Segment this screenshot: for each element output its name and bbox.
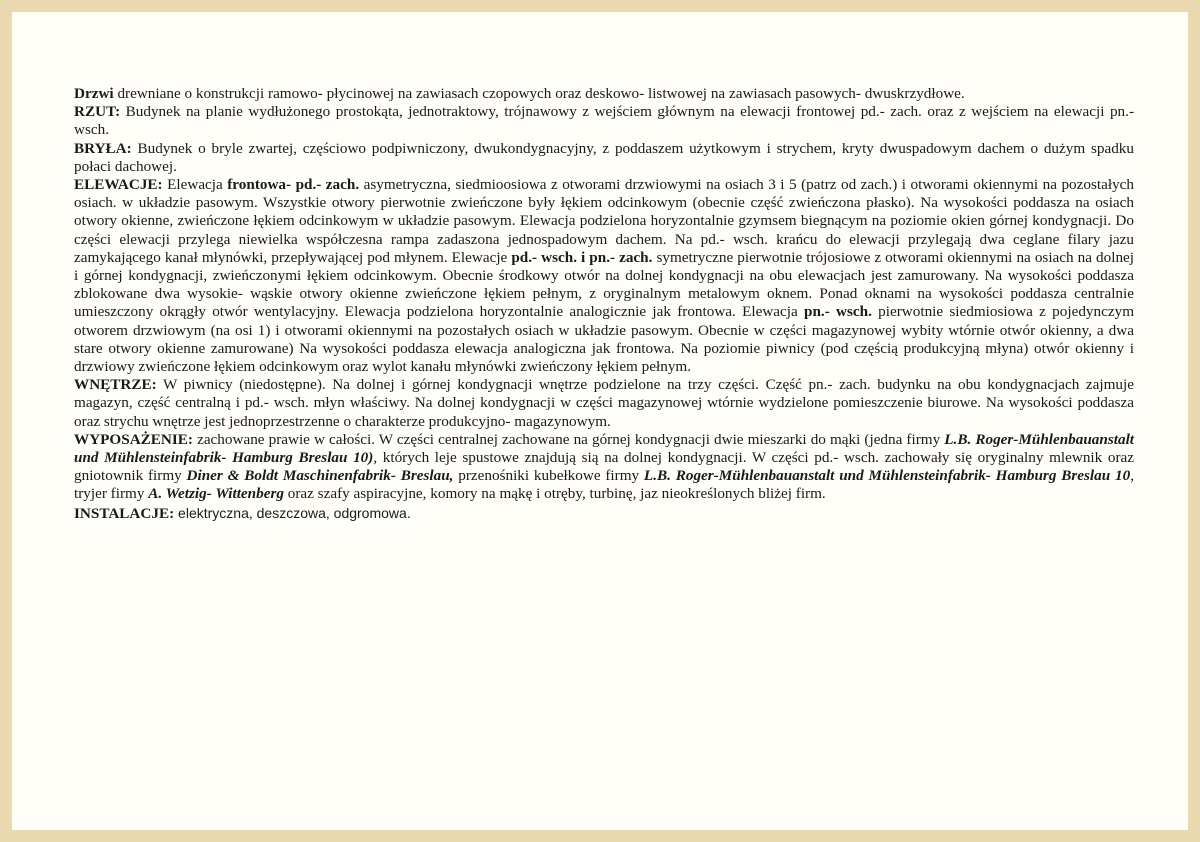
text-span: elektryczna, deszczowa, odgromowa. xyxy=(174,504,411,521)
label-elewacje: ELEWACJE: xyxy=(74,176,163,194)
text-span: W piwnicy (niedostępne). Na dolnej i górnej kondygnacji wnętrze podzielone na trzy części. Część pn.- zach. budynku na obu kondygnacjach zajmuje magazyn, część centralną i pd.- wsch. młyn właściwy. Na dolnej kondygnacji w części magazynowej wtórnie wydzielone pomieszczenie biurowe. Na wysokości poddasza oraz strychu wnętrze jest jednoprzestrzenne o charakterze produkcyjno- magazynowym. xyxy=(74,376,1134,430)
paragraph-wyposazenie xyxy=(74,431,1134,504)
text-span: pierwotnie siedmiosiowa z pojedynczym otworem drzwiowym (na osi 1) i otworami okiennymi na pozostałych osiach w układzie pasowym. Obecnie w części magazynowej wybity wtórnie otwór okienny, a dwa stare otwory okienne zamurowane) Na wysokości poddasza elewacja analogiczna jak frontowa. Na poziomie piwnicy (pod częścią produkcyjną młyna) otwór okienny i drzwiowy zwieńczone łękiem odcinkowym oraz wylot kanału młynówki zwieńczony łękiem pełnym. xyxy=(74,303,1135,376)
label-wnetrze: WNĘTRZE: xyxy=(74,376,157,394)
company-name: Diner & Boldt Maschinenfabrik- Breslau, xyxy=(186,467,454,485)
text-span: , tryjer firmy xyxy=(74,467,1134,503)
company-name: L.B. Roger-Mühlenbauanstalt und Mühlensteinfabrik- Hamburg Breslau 10) xyxy=(74,430,1135,467)
text-span: Budynek o bryle zwartej, częściowo podpiwniczony, dwukondygnacyjny, z poddaszem użytkowym i strychem, kryty dwuspadowym dachem o dużym spadku połaci dachowej. xyxy=(74,139,1134,175)
paragraph-bryla xyxy=(74,140,1134,176)
text-span: zachowane prawie w całości. W części centralnej zachowane na górnej kondygnacji dwie mieszarki do mąki (jedna firmy xyxy=(193,430,945,448)
paragraph-wnetrze xyxy=(74,376,1134,431)
bold-term: frontowa- pd.- zach. xyxy=(227,176,360,194)
paragraph-elewacje xyxy=(74,176,1134,376)
text-span: Elewacja xyxy=(162,176,228,194)
bold-term: pn.- wsch. xyxy=(804,303,872,321)
text-span: drewniane o konstrukcji ramowo- płycinowej na zawiasach czopowych oraz deskowo- listwowej na zawiasach pasowych- dwuskrzydłowe. xyxy=(113,85,965,102)
company-name: L.B. Roger-Mühlenbauanstalt und Mühlensteinfabrik- Hamburg Breslau 10 xyxy=(643,467,1131,485)
label-wyposazenie: WYPOSAŻENIE: xyxy=(74,430,193,448)
paragraph-drzwi xyxy=(74,85,1134,103)
document-text xyxy=(74,85,1134,523)
company-name: A. Wetzig- Wittenberg xyxy=(148,485,284,503)
paragraph-instalacje xyxy=(74,504,1134,523)
label-bryla: BRYŁA: xyxy=(74,139,132,157)
text-span: , których leje spustowe znajdują sią na dolnej kondygnacji. W części pd.- wsch. zachowały się oryginalny mlewnik oraz gniotownik firmy xyxy=(74,449,1134,485)
paragraph-rzut xyxy=(74,103,1134,139)
text-span: symetryczne pierwotnie trójosiowe z otworami okiennymi na osiach na dolnej i górnej kondygnacji, zwieńczonymi łękiem odcinkowym. Obecnie środkowy otwór na dolnej kondygnacji na obu elewacjach jest zamurowany. Na wysokości poddasza zblokowane dwa wysokie- wąskie otwory okienne zwieńczone łękiem pełnym, z oryginalnym metalowym oknem. Ponad oknami na wysokości poddasza centralnie umieszczony okrągły otwór wentylacyjny. Elewacja podzielona horyzontalnie analogicznie jak frontowa. Elewacja xyxy=(74,248,1134,321)
bold-term: pd.- wsch. i pn.- zach. xyxy=(511,248,653,266)
text-span: Budynek na planie wydłużonego prostokąta, jednotraktowy, trójnawowy z wejściem głównym na elewacji frontowej pd.- zach. oraz z wejściem na elewacji pn.- wsch. xyxy=(74,103,1134,139)
label-drzwi: Drzwi xyxy=(74,85,114,102)
text-span: oraz szafy aspiracyjne, komory na mąkę i otręby, turbinę, jaz nieokreślonych bliżej firm. xyxy=(283,485,826,503)
label-rzut: RZUT: xyxy=(74,103,121,121)
text-span: przenośniki kubełkowe firmy xyxy=(453,467,644,485)
text-span: asymetryczna, siedmioosiowa z otworami drzwiowymi na osiach 3 i 5 (patrz od zach.) i otworami okiennymi na pozostałych osiach. w układzie pasowym. Wszystkie otwory pierwotnie zwieńczone były łękiem odcinkowym (obecnie część zwieńczona płasko). Na wysokości poddasza na osiach otwory okienne, zwieńczone łękiem odcinkowym w układzie pasowym. Elewacja podzielona horyzontalnie gzymsem biegnącym na poziomie okien górnej kondygnacji. Do części elewacji przylega niewielka współczesna rampa zadaszona jednospadowym dachem. Na pd.- wsch. krańcu do elewacji przylegają dwa ceglane filary jazu zamykającego kanał młynówki, przepływającej pod młynem. Elewacje xyxy=(74,176,1134,266)
document-card xyxy=(12,12,1188,830)
label-instalacje: INSTALACJE: xyxy=(74,504,175,522)
